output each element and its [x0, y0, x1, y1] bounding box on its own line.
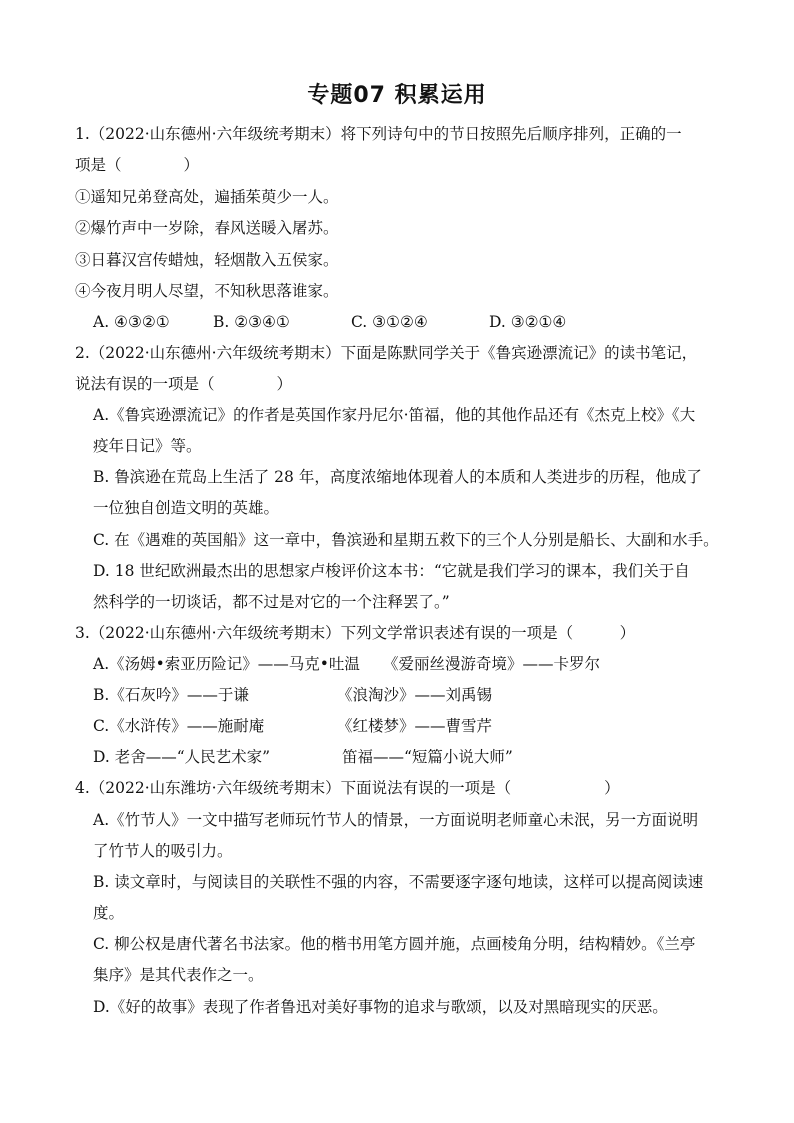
- q1-item-2: ②爆竹声中一岁除，春风送暖入屠苏。: [75, 219, 339, 237]
- q2-option-b-line-2: 一位独自创造文明的英雄。: [93, 499, 280, 517]
- q4-option-b-line-1: B. 读文章时，与阅读目的关联性不强的内容，不需要逐字逐句地读，这样可以提高阅读速: [93, 873, 704, 891]
- q3-option-b-left: B.《石灰吟》——于谦: [93, 686, 249, 704]
- q2-stem-line-1: 2.（2022·山东德州·六年级统考期末）下面是陈默同学关于《鲁宾逊漂流记》的读书笔记，: [75, 344, 698, 362]
- q2-option-a-line-2: 疫年日记》等。: [93, 437, 202, 455]
- q3-option-c-right: 《红楼梦》——曹雪芹: [337, 717, 493, 735]
- q1-option-c: C. ③①②④: [351, 313, 428, 331]
- q2-stem-line-2: 说法有误的一项是（ ）: [75, 375, 293, 393]
- q1-stem-line-2: 项是（ ）: [75, 156, 200, 174]
- q1-option-d: D. ③②①④: [489, 313, 567, 331]
- q1-option-a: A. ④③②①: [93, 313, 170, 331]
- q4-option-a-line-2: 了竹节人的吸引力。: [93, 842, 233, 860]
- q1-option-b: B. ②③④①: [213, 313, 290, 331]
- q4-option-c-line-1: C. 柳公权是唐代著名书法家。他的楷书用笔方圆并施，点画棱角分明，结构精妙。《兰亭: [93, 935, 696, 953]
- q4-option-c-line-2: 集序》是其代表作之一。: [93, 966, 264, 984]
- q2-option-d-line-2: 然科学的一切谈话，都不过是对它的一个注释罢了。”: [93, 593, 450, 611]
- q3-stem: 3.（2022·山东德州·六年级统考期末）下列文学常识表述有误的一项是（ ）: [75, 624, 636, 642]
- q4-option-b-line-2: 度。: [93, 904, 125, 922]
- q2-option-a-line-1: A.《鲁宾逊漂流记》的作者是英国作家丹尼尔·笛福，他的其他作品还有《杰克上校》《大: [93, 406, 696, 424]
- q2-option-c: C. 在《遇难的英国船》这一章中，鲁滨逊和星期五救下的三个人分别是船长、大副和水手。: [93, 531, 719, 549]
- q3-option-a-right: 《爱丽丝漫游奇境》——卡罗尔: [383, 655, 601, 673]
- q3-option-a-left: A.《汤姆•索亚历险记》——马克•吐温: [93, 655, 360, 673]
- q1-item-1: ①遥知兄弟登高处，遍插茱萸少一人。: [75, 188, 339, 206]
- q4-stem: 4.（2022·山东潍坊·六年级统考期末）下面说法有误的一项是（ ）: [75, 779, 620, 797]
- q1-item-4: ④今夜月明人尽望，不知秋思落谁家。: [75, 282, 339, 300]
- q1-item-3: ③日暮汉宫传蜡烛，轻烟散入五侯家。: [75, 251, 339, 269]
- q4-option-d: D.《好的故事》表现了作者鲁迅对美好事物的追求与歌颂，以及对黑暗现实的厌恶。: [93, 998, 668, 1016]
- q3-option-d-left: D. 老舍——“人民艺术家”: [93, 748, 271, 766]
- q4-option-a-line-1: A.《竹节人》一文中描写老师玩竹节人的情景，一方面说明老师童心未泯，另一方面说明: [93, 811, 699, 829]
- page-title: 专题07 积累运用: [307, 83, 487, 108]
- q2-option-b-line-1: B. 鲁滨逊在荒岛上生活了 28 年，高度浓缩地体现着人的本质和人类进步的历程，他成了: [93, 468, 702, 486]
- q3-option-c-left: C.《水浒传》——施耐庵: [93, 717, 265, 735]
- q3-option-d-right: 笛福——“短篇小说大师”: [342, 748, 513, 766]
- q3-option-b-right: 《浪淘沙》——刘禹锡: [337, 686, 493, 704]
- q2-option-d-line-1: D. 18 世纪欧洲最杰出的思想家卢梭评价这本书：“它就是我们学习的课本，我们关于自: [93, 562, 690, 580]
- q1-stem-line-1: 1.（2022·山东德州·六年级统考期末）将下列诗句中的节日按照先后顺序排列，正确的一: [75, 125, 682, 143]
